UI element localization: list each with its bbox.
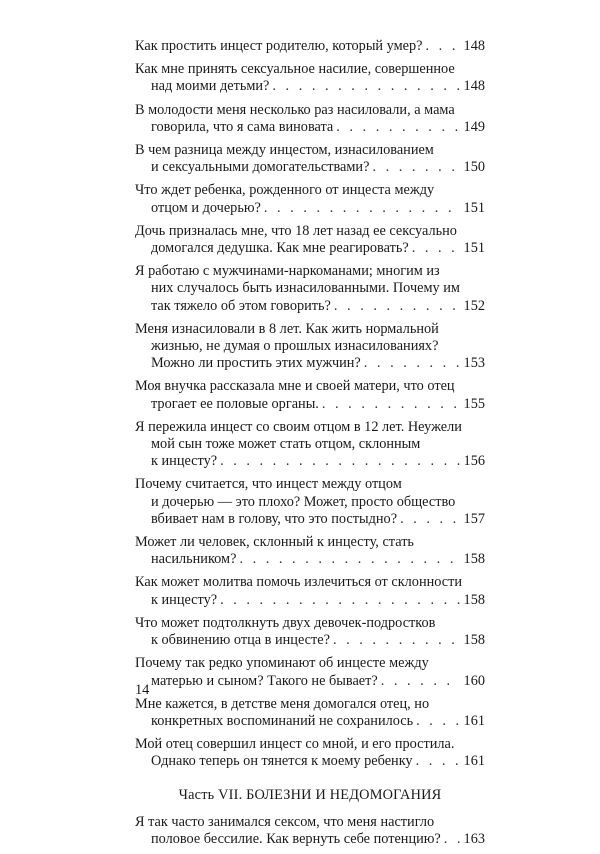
toc-page-number: 155	[463, 395, 485, 412]
toc-entry-line	[135, 159, 485, 176]
toc-entry-text: домогался дедушка. Как мне реагировать?	[151, 240, 409, 257]
toc-entry-text: Мне кажется, в детстве меня домогался отец, но	[135, 695, 430, 712]
dot-leader	[319, 396, 460, 413]
toc-entry-text: Я пережила инцест со своим отцом в 12 лет. Неужели	[135, 418, 462, 435]
toc-entry-line	[135, 78, 485, 95]
toc-entry-line	[135, 200, 485, 217]
toc-page-number: 161	[463, 712, 485, 729]
toc-entry-line	[135, 511, 485, 528]
toc-entry-line	[135, 396, 485, 413]
toc-entry	[135, 38, 485, 55]
toc-entry-text: к инцесту?	[151, 453, 218, 470]
toc-entry-text: матерью и сыном? Такого не бывает?	[151, 672, 378, 689]
toc-entry-text: Я так часто занимался сексом, что меня настигло	[135, 813, 435, 830]
toc-entry-line	[135, 355, 485, 372]
table-of-contents	[135, 38, 485, 854]
toc-entry-line	[135, 592, 485, 609]
toc-entry-text: к обвинению отца в инцесте?	[151, 632, 330, 649]
toc-entry	[135, 655, 485, 689]
dot-leader	[413, 713, 459, 730]
dot-leader	[333, 119, 459, 136]
toc-entry-line	[135, 673, 485, 690]
section-heading: Часть VII. БОЛЕЗНИ И НЕДОМОГАНИЯ	[178, 786, 442, 803]
toc-entry-line	[135, 753, 485, 770]
toc-page-number: 148	[463, 38, 485, 54]
toc-entry-text: и дочерью — это плохо? Может, просто общество	[151, 493, 456, 510]
toc-entry-line	[135, 119, 485, 136]
toc-entry	[135, 534, 485, 568]
toc-entry-text: Что ждет ребенка, рожденного от инцеста между	[135, 182, 435, 199]
section-entries	[135, 814, 485, 848]
toc-page-number: 158	[463, 632, 485, 649]
toc-entry-line	[135, 831, 485, 848]
toc-entry-text: трогает ее половые органы.	[151, 395, 319, 412]
toc-entry	[135, 102, 485, 136]
toc-entry-line	[135, 551, 485, 568]
toc-page-number: 151	[463, 240, 485, 257]
dot-leader	[441, 831, 460, 848]
dot-leader	[423, 38, 460, 55]
dot-leader	[236, 551, 459, 568]
toc-page-number: 157	[463, 510, 485, 527]
toc-entry-line	[135, 453, 485, 470]
toc-entry-text: Я работаю с мужчинами-наркоманами; многим из	[135, 263, 440, 280]
toc-entry-text: Как простить инцест родителю, который умер?	[135, 38, 423, 54]
toc-page-number: 158	[463, 551, 485, 568]
toc-entry	[135, 419, 485, 471]
toc-entry-text: Как может молитва помочь излечиться от склонности	[135, 574, 463, 591]
toc-entry-text: отцом и дочерью?	[151, 199, 261, 216]
toc-entry-text: Однако теперь он тянется к моему ребенку	[151, 753, 413, 770]
toc-entry	[135, 263, 485, 315]
toc-entry-line	[135, 240, 485, 257]
toc-entry-text: говорила, что я сама виновата	[151, 118, 334, 135]
toc-entry	[135, 696, 485, 730]
toc-entry	[135, 223, 485, 257]
toc-entry-line	[135, 298, 485, 315]
toc-entry-text: так тяжело об этом говорить?	[151, 297, 331, 314]
dot-leader	[217, 592, 459, 609]
toc-page-number: 160	[463, 672, 485, 689]
toc-page-number: 150	[463, 159, 485, 176]
toc-entry	[135, 378, 485, 412]
toc-page-number: 152	[463, 297, 485, 314]
toc-page-number: 163	[463, 830, 485, 847]
toc-entry-text: Может ли человек, склонный к инцесту, стать	[135, 534, 414, 551]
toc-entry-line	[135, 38, 485, 55]
toc-page-number: 153	[463, 355, 485, 372]
toc-entry-text: Меня изнасиловали в 8 лет. Как жить нормальной	[135, 320, 439, 337]
toc-entry-text: и сексуальными домогательствами?	[151, 159, 370, 176]
toc-page-number: 156	[463, 453, 485, 470]
toc-entry-text: половое бессилие. Как вернуть себе потенцию?	[151, 830, 441, 847]
toc-entry	[135, 736, 485, 770]
dot-leader	[413, 753, 460, 770]
toc-entries	[135, 38, 485, 771]
toc-entry-text: Почему так редко упоминают об инцесте между	[135, 655, 429, 672]
toc-entry-text: Как мне принять сексуальное насилие, совершенное	[135, 61, 455, 78]
toc-entry-text: вбивает нам в голову, что это постыдно?	[151, 510, 398, 527]
toc-page-number: 158	[463, 591, 485, 608]
toc-entry	[135, 321, 485, 373]
toc-entry-line	[135, 713, 485, 730]
dot-leader	[397, 511, 459, 528]
toc-entry-text: жизнью, не думая о прошлых изнасилованиях?	[151, 338, 439, 355]
toc-entry-text: Дочь призналась мне, что 18 лет назад ее сексуально	[135, 222, 457, 239]
toc-entry-line	[135, 632, 485, 649]
dot-leader	[378, 673, 460, 690]
toc-entry	[135, 182, 485, 216]
toc-entry-text: Почему считается, что инцест между отцом	[135, 476, 402, 493]
dot-leader	[330, 632, 460, 649]
toc-entry-text: Мой отец совершил инцест со мной, и его простила.	[135, 736, 455, 753]
toc-entry-text: мой сын тоже может стать отцом, склонным	[151, 436, 421, 453]
toc-entry-text: В молодости меня несколько раз насиловали, а мама	[135, 101, 455, 118]
toc-entry-text: Что может подтолкнуть двух девочек-подростков	[135, 614, 436, 631]
dot-leader	[261, 200, 460, 217]
toc-entry	[135, 476, 485, 528]
toc-page-number: 161	[463, 753, 485, 770]
toc-entry-text: Моя внучка рассказала мне и своей матери, что отец	[135, 378, 455, 395]
toc-entry	[135, 61, 485, 95]
dot-leader	[369, 159, 459, 176]
toc-entry-text: над моими детьми?	[151, 78, 270, 95]
toc-entry	[135, 615, 485, 649]
toc-page-number: 148	[463, 78, 485, 95]
toc-entry-text: В чем разница между инцестом, изнасилованием	[135, 142, 434, 159]
toc-entry	[135, 142, 485, 176]
toc-entry	[135, 814, 485, 848]
toc-entry-text: конкретных воспоминаний не сохранилось	[151, 712, 414, 729]
dot-leader	[409, 240, 460, 257]
toc-page-number: 151	[463, 199, 485, 216]
dot-leader	[217, 453, 459, 470]
toc-entry-text: к инцесту?	[151, 591, 218, 608]
toc-entry	[135, 574, 485, 608]
toc-entry-text: насильником?	[151, 551, 237, 568]
toc-entry-text: Можно ли простить этих мужчин?	[151, 355, 361, 372]
page-number: 14	[135, 682, 150, 698]
dot-leader	[361, 355, 460, 372]
dot-leader	[331, 298, 460, 315]
toc-entry-text: них случалось быть изнасилованными. Почему им	[151, 280, 460, 297]
toc-page-number: 149	[463, 118, 485, 135]
dot-leader	[269, 78, 459, 95]
